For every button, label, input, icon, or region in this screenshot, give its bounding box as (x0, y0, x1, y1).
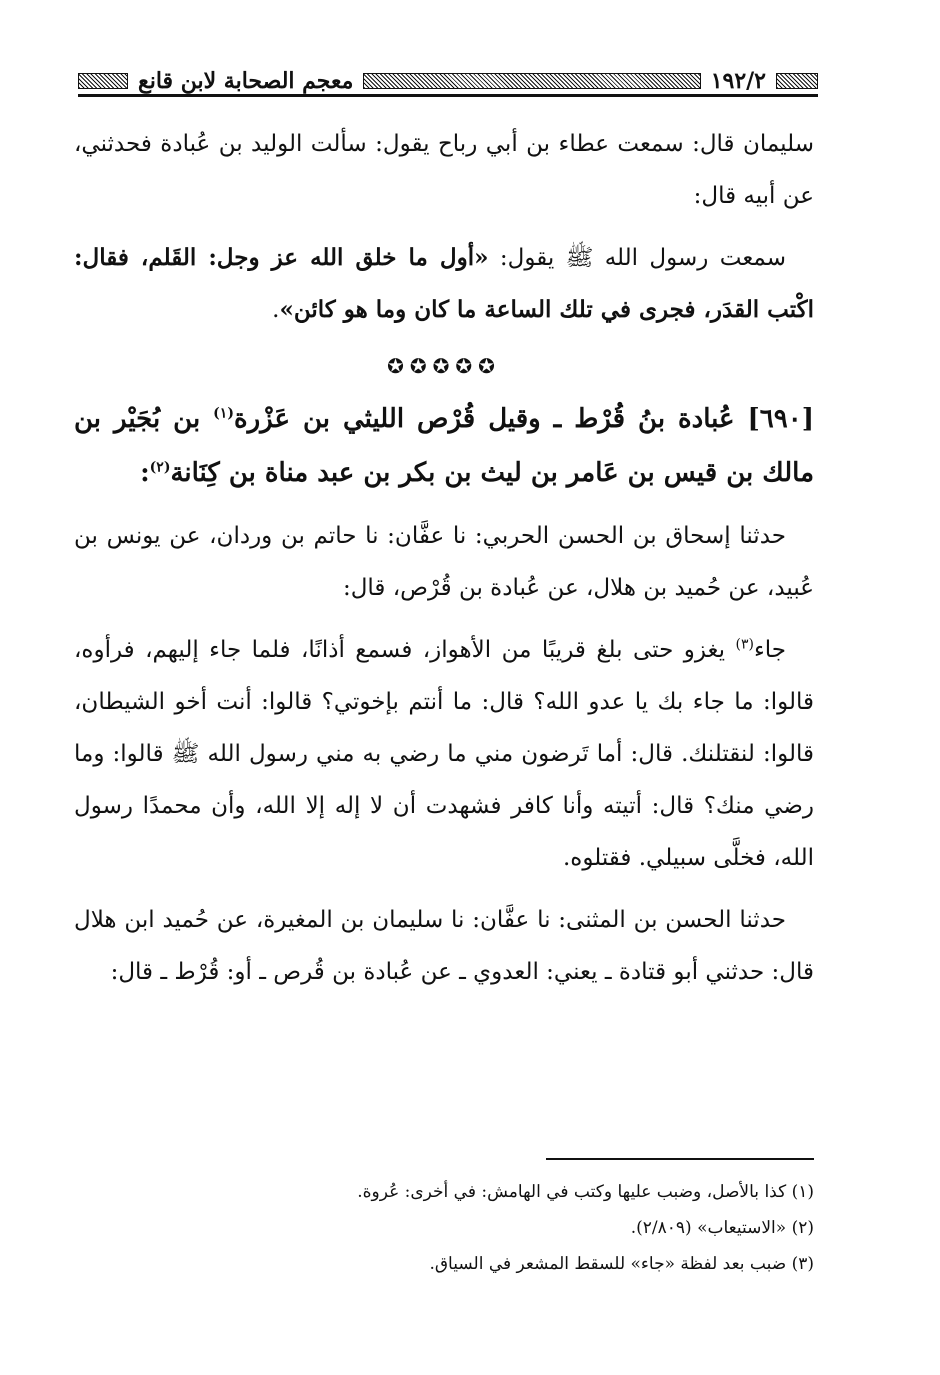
paragraph-5: حدثنا الحسن بن المثنى: نا عفَّان: نا سليمان بن المغيرة، عن حُميد ابن هلال قال: حدثني أبو قتادة ـ يعني: العدوي ـ عن عُبادة بن قُرص ـ أو: قُرْط ـ قال: (74, 907, 814, 985)
header-ornament-middle (363, 73, 700, 89)
entry-heading-b: بن بُجَيْر بن مالك بن قيس بن عَامر بن ليث بن بكر بن عبد مناة بن كِنَانة (74, 404, 814, 488)
paragraph-4 (74, 624, 814, 884)
footnote-ref-1: (١) (213, 405, 234, 422)
section-separator: ✪✪✪✪✪ (387, 354, 501, 378)
footnote-ref-2: (٢) (149, 459, 171, 476)
paragraph-4-a: جاء (753, 637, 786, 663)
paragraph-2-intro: سمعت رسول الله ﷺ يقول: (488, 245, 787, 271)
entry-heading (74, 392, 814, 500)
page-number: ١٩٢/٢ (710, 68, 766, 94)
paragraph-2 (74, 232, 814, 336)
header-ornament-right (776, 73, 818, 89)
footnote-3: (٣) ضبب بعد لفظة «جاء» للسقط المشعر في السياق. (429, 1254, 814, 1274)
paragraph-1: سليمان قال: سمعت عطاء بن أبي رباح يقول: سألت الوليد بن عُبادة فحدثني، عن أبيه قال: (74, 131, 814, 209)
footnote-1: (١) كذا بالأصل، وضبب عليها وكتب في الهامش: في أخرى: عُروة. (357, 1182, 814, 1202)
hadith-quote: «أول ما خلق الله عز وجل: القَلم، فقال: اكْتب القدَر، فجرى في تلك الساعة ما كان وما هو كائن» (74, 244, 814, 323)
footnotes (250, 1174, 814, 1282)
paragraph-3: حدثنا إسحاق بن الحسن الحربي: نا عفَّان: نا حاتم بن وردان، عن يونس بن عُبيد، عن حُميد بن هلال، عن عُبادة بن قُرْص، قال: (74, 523, 814, 601)
entry-heading-c: : (140, 458, 150, 488)
main-text (74, 118, 814, 1008)
running-header (78, 68, 818, 97)
footnote-ref-3: (٣) (735, 636, 754, 653)
footnote-2: (٢) «الاستيعاب» (٢/٨٠٩). (630, 1218, 814, 1238)
header-ornament-left (78, 73, 128, 89)
paragraph-4-b: يغزو حتى بلغ قريبًا من الأهواز، فسمع أذانًا، فلما جاء إليهم، فرأوه، قالوا: ما جاء بك يا عدو الله؟ قال: ما أنتم بإخوتي؟ قالوا: أنت أخو الشيطان، قالوا: لنقتلنك. قال: أما تَرضون مني ما رضي به مني رسول الله ﷺ قالوا: وما رضي منك؟ قال: أتيته وأنا كافر فشهدت أن لا إله إلا الله، وأن محمدًا رسول الله، فخلَّى سبيلي. فقتلوه. (74, 637, 814, 871)
paragraph-2-end: . (272, 297, 280, 323)
book-title: معجم الصحابة لابن قانع (138, 68, 354, 94)
footnote-divider (546, 1158, 814, 1160)
entry-heading-a: [٦٩٠] عُبادة بنُ قُرْط ـ وقيل قُرْص الليثي بن عَزْرة (233, 404, 814, 434)
